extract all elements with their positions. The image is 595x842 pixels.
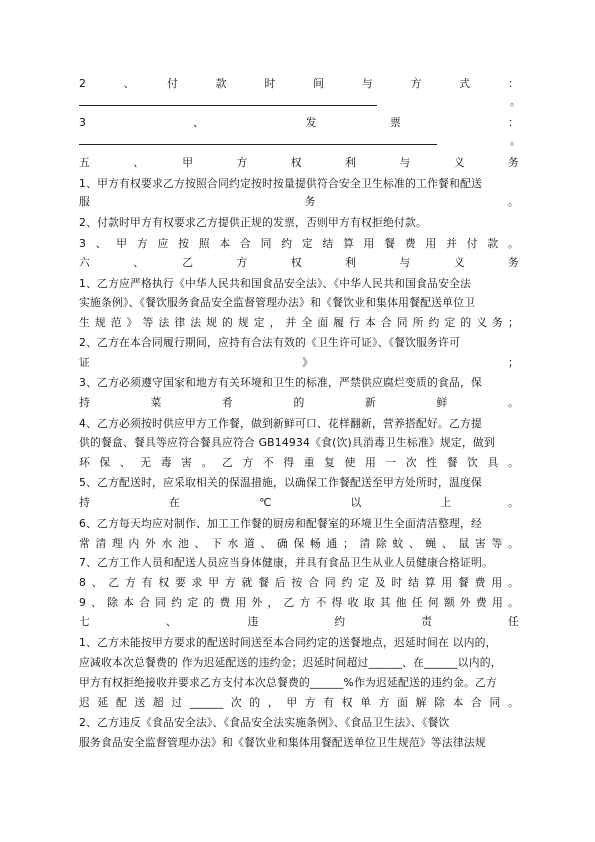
paragraph-line: 持 在 ℃ 以 上 。 (79, 496, 519, 509)
paragraph-line: 甲方有权拒绝接收并要求乙方支付本次总餐费的______%作为迟延配送的违约金。乙方 (79, 676, 497, 689)
section-heading-party-b: 六 、 乙 方 权 利 与 义 务 (79, 256, 519, 269)
section-heading-party-a: 五 、 甲 方 权 利 与 义 务 (79, 156, 519, 169)
paragraph-line: 6、乙方每天均应对制作、加工工作餐的厨房和配餐室的环境卫生全面清洁整理，经 (79, 517, 482, 530)
paragraph-line: 2、付款时甲方有权要求乙方提供正规的发票，否则甲方有权拒绝付款。 (79, 216, 427, 229)
paragraph-line: 1、乙方应严格执行《中华人民共和国食品安全法》、《中华人民共和国食品安全法 (79, 277, 472, 290)
paragraph-line: 1、乙方未能按甲方要求的配送时间送至本合同约定的送餐地点，迟延时间在 以内的， (79, 636, 497, 649)
blank-underline (79, 144, 437, 145)
paragraph-line: 证 》 ； (79, 356, 519, 369)
clause-payment-time-heading: 2 、 付 款 时 间 与 方 式 ： (79, 77, 519, 90)
paragraph-line: 3、乙方必须遵守国家和地方有关环境和卫生的标准，严禁供应腐烂变质的食品，保 (79, 376, 482, 389)
paragraph-line: 供的餐盒、餐具等应符合餐具应符合 GB14934《食(饮)具消毒卫生标准》规定，做到 (79, 436, 495, 449)
paragraph-line: 常清理内外水池、下水道、确保畅通；清除蚊、蝇、鼠害等。 (79, 537, 519, 550)
paragraph-line: 服务食品安全监督管理办法》和《餐饮业和集体用餐配送单位卫生规范》等法律法规 (79, 736, 486, 749)
paragraph-line: 应减收本次总餐费的 作为迟延配送的违约金；迟延时间超过______、在______以内的， (79, 656, 502, 669)
paragraph-line: 服 务 。 (79, 195, 519, 208)
paragraph-line: 5、乙方配送时，应采取相关的保温措施，以确保工作餐配送至甲方处所时，温度保 (79, 476, 482, 489)
paragraph-line: 2、乙方在本合同履行期间，应持有合法有效的《卫生许可证》、《餐饮服务许可 (79, 336, 461, 349)
paragraph-line: 环保、无毒害。乙方不得重复使用一次性餐饮具。 (79, 456, 519, 469)
paragraph-line: 生规范》等法律法规的规定，并全面履行本合同所约定的义务； (79, 316, 519, 329)
line-end-period: 。 (510, 134, 521, 147)
section-heading-breach: 七 、 违 约 责 任 (79, 615, 519, 628)
line-end-period: 。 (510, 95, 521, 108)
paragraph-line: 7、乙方工作人员和配送人员应当身体健康，并具有食品卫生从业人员健康合格证明。 (79, 556, 493, 569)
paragraph-line: 8、乙方有权要求甲方就餐后按合同约定及时结算用餐费用。 (79, 576, 519, 589)
paragraph-line: 4、乙方必须按时供应甲方工作餐，做到新鲜可口、花样翻新，营养搭配好。乙方提 (79, 417, 482, 430)
paragraph-line: 迟延配送超过______次的，甲方有权单方面解除本合同。 (79, 696, 519, 709)
paragraph-line: 9、除本合同约定的费用外，乙方不得收取其他任何额外费用。 (79, 596, 519, 609)
paragraph-line: 1、甲方有权要求乙方按照合同约定按时按量提供符合安全卫生标准的工作餐和配送 (79, 177, 482, 190)
paragraph-line: 3、甲方应按照本合同约定结算用餐费用并付款。 (79, 237, 519, 250)
blank-underline (79, 105, 377, 106)
clause-invoice-heading: 3 、 发 票 ： (79, 116, 519, 129)
paragraph-line: 2、乙方违反《食品安全法》、《食品安全法实施条例》、《食品卫生法》、《餐饮 (79, 716, 450, 729)
paragraph-line: 持 菜 肴 的 新 鲜 。 (79, 396, 519, 409)
paragraph-line: 实施条例》、《餐饮服务食品安全监督管理办法》和《餐饮业和集体用餐配送单位卫 (79, 296, 476, 309)
